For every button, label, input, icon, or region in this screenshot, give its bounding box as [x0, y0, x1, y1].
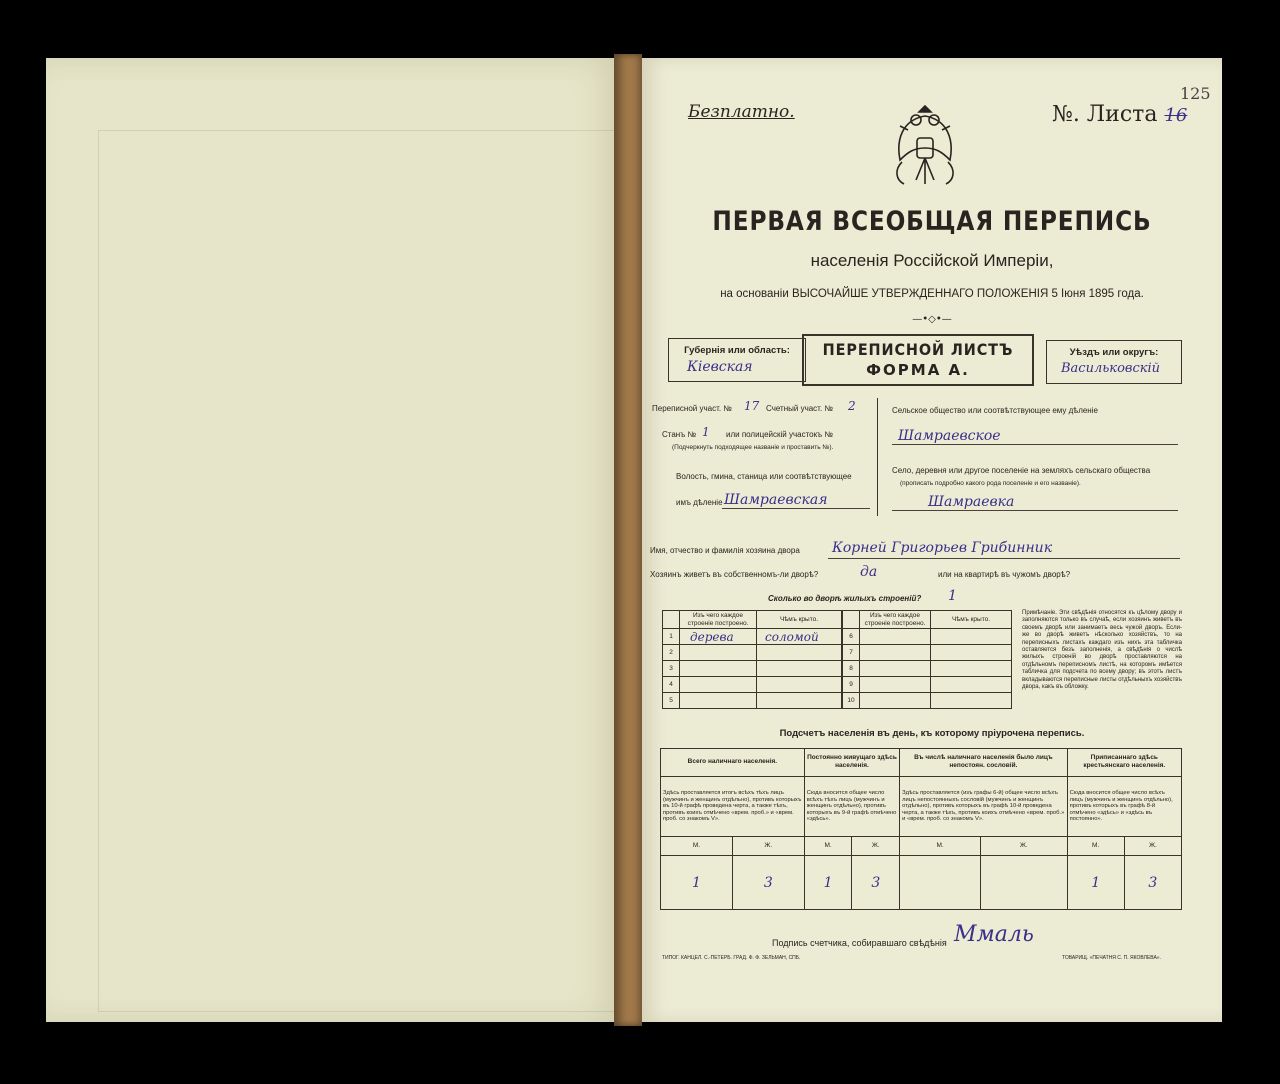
free-label: Безплатно. [688, 102, 795, 122]
stan-note: (Подчеркнуть подходящее названіе и проставить №). [672, 444, 834, 451]
material-cell [860, 629, 931, 645]
volost-value: Шамраевская [724, 492, 828, 508]
roof-cell [757, 677, 842, 693]
volost-label-2: имъ дѣленіе [676, 498, 723, 507]
own-yard-value: да [860, 564, 878, 580]
village-value: Шамраевка [928, 494, 1015, 510]
owner-name-rule [828, 558, 1180, 559]
roof-cell: соломой [757, 629, 842, 645]
volost-rule [722, 508, 870, 509]
material-cell [860, 645, 931, 661]
double-headed-eagle-emblem [888, 100, 962, 196]
col-roof-header: Чѣмъ крыто. [757, 611, 842, 629]
peasant-female-value: 3 [1124, 856, 1181, 910]
female-header: Ж. [852, 837, 900, 856]
row-number: 7 [843, 645, 860, 661]
printer-left: ТИПОГ. КАНЦЕЛ. С.-ПЕТЕРБ. ГРАД. Ф. Ф. ЗЕЛЬМАН, СПБ. [662, 955, 801, 961]
printer-right: ТОВАРИЩ. «ПЕЧАТНЯ С. П. ЯКОВЛЕВА». [1062, 955, 1161, 961]
buildings-table-right [842, 610, 1012, 709]
resident-male-value: 1 [804, 856, 852, 910]
uchastok-value: 17 [744, 399, 760, 413]
form-subtitle: ФОРМА А. [866, 361, 970, 379]
total-female-value: 3 [732, 856, 804, 910]
row-number: 9 [843, 677, 860, 693]
uezd-value: Васильковскій [1061, 361, 1161, 376]
material-cell [680, 661, 757, 677]
row-number: 2 [663, 645, 680, 661]
form-title: ПЕРЕПИСНОЙ ЛИСТЪ [822, 340, 1014, 359]
police-label: или полицейскій участокъ № [726, 430, 833, 439]
col-roof-header: Чѣмъ крыто. [931, 611, 1012, 629]
nonpermanent-female-value [981, 856, 1068, 910]
col4-description: Сюда вносится общее число всѣхъ лицъ (мужчинъ и женщинъ отдѣльно), противъ которыхъ въ графѣ 8-й отмѣчено «здѣсь» и «здѣсь въ постоянно». [1067, 776, 1181, 836]
material-cell [680, 693, 757, 709]
roof-cell [931, 629, 1012, 645]
fields-divider [877, 398, 878, 516]
material-cell [680, 677, 757, 693]
archive-folio-number: 125 [1180, 84, 1211, 103]
own-yard-label: Хозяинъ живетъ въ собственномъ-ли дворѣ? [650, 570, 819, 579]
material-cell [860, 677, 931, 693]
row-number: 8 [843, 661, 860, 677]
society-value: Шамраевское [898, 428, 1001, 444]
guberniya-label: Губернія или область: [684, 345, 790, 356]
male-header: М. [804, 837, 852, 856]
male-header: М. [900, 837, 981, 856]
enumerator-signature: Ммаль [954, 922, 1034, 947]
row-number: 4 [663, 677, 680, 693]
female-header: Ж. [732, 837, 804, 856]
female-header: Ж. [981, 837, 1068, 856]
stan-label: Станъ № [662, 430, 697, 439]
schetny-value: 2 [848, 399, 856, 413]
stan-value: 1 [702, 425, 710, 439]
book-spine [614, 54, 642, 1026]
legal-basis-line: на основаніи ВЫСОЧАЙШЕ УТВЕРЖДЕННАГО ПОЛОЖЕНІЯ 5 Іюня 1895 года. [720, 288, 1144, 300]
col3-description: Здѣсь проставляется (изъ графы 6-й) общее число всѣхъ лицъ непостоянныхъ сословій (мужчинъ и женщинъ отдѣльно), противъ которыхъ въ графѣ 10-й проведена черта, а также тѣхъ, противъ коихъ отмѣчено «врем. проб.» и «врем. проб. со знакомъ V». [900, 776, 1067, 836]
buildings-note: Примѣчаніе. Эти свѣдѣнія относятся къ цѣлому двору и заполняются только въ случаѣ, если хозяинъ живетъ въ своемъ дворѣ или занимаетъ весь чужой дворъ. Если-же во дворѣ живетъ нѣсколько хозяйствъ, то на переписныхъ листахъ каждаго изъ нихъ эта табличка оставляется безъ заполненія, а свѣдѣнія о числѣ жилыхъ строеній во дворѣ проставляются на отдѣльномъ переписномъ листѣ, на которомъ имѣется табличка для подсчета по всему двору; въ этотъ листъ вкладываются переписные листы отдѣльныхъ хозяйствъ двора, какъ въ обложку. [1022, 610, 1182, 691]
female-header: Ж. [1124, 837, 1181, 856]
col2-description: Сюда вносится общее число всѣхъ тѣхъ лицъ (мужчинъ и женщинъ отдѣльно), противъ которыхъ въ 9-й графѣ отмѣчено «здѣсь». [804, 776, 899, 836]
left-page [46, 58, 622, 1022]
row-number: 5 [663, 693, 680, 709]
nonpermanent-male-value [900, 856, 981, 910]
col3-header: Въ числѣ наличнаго населенія было лицъ непостоян. сословій. [900, 749, 1067, 777]
schetny-label: Счетный участ. № [766, 404, 833, 413]
village-rule [892, 510, 1178, 511]
material-cell [860, 693, 931, 709]
society-label: Сельское общество или соотвѣтствующее ему дѣленіе [892, 406, 1098, 415]
form-title-box [802, 334, 1034, 386]
population-summary-table [660, 748, 1182, 910]
roof-cell [757, 693, 842, 709]
village-note: (прописать подробно какого рода поселеніе и его названіе). [900, 480, 1081, 487]
row-number: 6 [843, 629, 860, 645]
row-number: 10 [843, 693, 860, 709]
society-rule [892, 444, 1178, 445]
col1-description: Здѣсь проставляется итогъ всѣхъ тѣхъ лицъ (мужчинъ и женщинъ отдѣльно), противъ которыхъ въ 10-й графѣ проведена черта, а также тѣхъ, противъ коихъ отмѣчено «врем. проб.» и «врем. проб. со знакомъ V». [661, 776, 805, 836]
roof-cell [757, 645, 842, 661]
show-through-table [98, 130, 620, 1012]
sheet-number-value: 16 [1164, 105, 1188, 126]
ornament-divider: —•◇•— [912, 314, 952, 325]
row-number: 3 [663, 661, 680, 677]
peasant-male-value: 1 [1067, 856, 1124, 910]
guberniya-box [668, 338, 806, 382]
volost-label: Волость, гмина, станица или соотвѣтствующее [676, 472, 852, 481]
sheet-number-label: №. Листа 16 [1052, 102, 1188, 127]
col2-header: Постоянно живущаго здѣсь населенія. [804, 749, 899, 777]
owner-name-value: Корней Григорьев Грибинник [832, 540, 1053, 556]
summary-title: Подсчетъ населенія въ день, къ которому пріурочена перепись. [779, 728, 1085, 739]
col-material-header: Изъ чего каждое строеніе построено. [860, 611, 931, 629]
signature-label: Подпись счетчика, собиравшаго свѣдѣнія [772, 938, 947, 948]
document-subtitle: населенія Россійской Имперіи, [810, 251, 1054, 270]
village-label: Село, деревня или другое поселеніе на земляхъ сельскаго общества [892, 466, 1151, 475]
buildings-label: Сколько во дворѣ жилыхъ строеній? [768, 594, 922, 603]
guberniya-value: Кіевская [687, 359, 753, 375]
rent-label: или на квартирѣ въ чужомъ дворѣ? [938, 570, 1071, 579]
material-cell: дерева [680, 629, 757, 645]
col4-header: Приписаннаго здѣсь крестьянскаго населенія. [1067, 749, 1181, 777]
owner-name-label: Имя, отчество и фамилія хозяина двора [650, 546, 800, 555]
total-male-value: 1 [661, 856, 733, 910]
male-header: М. [1067, 837, 1124, 856]
buildings-value: 1 [948, 588, 957, 604]
row-number: 1 [663, 629, 680, 645]
roof-cell [757, 661, 842, 677]
material-cell [860, 661, 931, 677]
roof-cell [931, 661, 1012, 677]
material-cell [680, 645, 757, 661]
roof-cell [931, 693, 1012, 709]
male-header: М. [661, 837, 733, 856]
uezd-box [1046, 340, 1182, 384]
buildings-table-left [662, 610, 842, 709]
document-title: ПЕРВАЯ ВСЕОБЩАЯ ПЕРЕПИСЬ [712, 206, 1152, 237]
roof-cell [931, 677, 1012, 693]
uezd-label: Уѣздъ или округъ: [1069, 347, 1159, 358]
roof-cell [931, 645, 1012, 661]
col1-header: Всего наличнаго населенія. [661, 749, 805, 777]
col-material-header: Изъ чего каждое строеніе построено. [680, 611, 757, 629]
resident-female-value: 3 [852, 856, 900, 910]
census-form-page [642, 58, 1222, 1022]
uchastok-label: Переписной участ. № [652, 404, 732, 413]
